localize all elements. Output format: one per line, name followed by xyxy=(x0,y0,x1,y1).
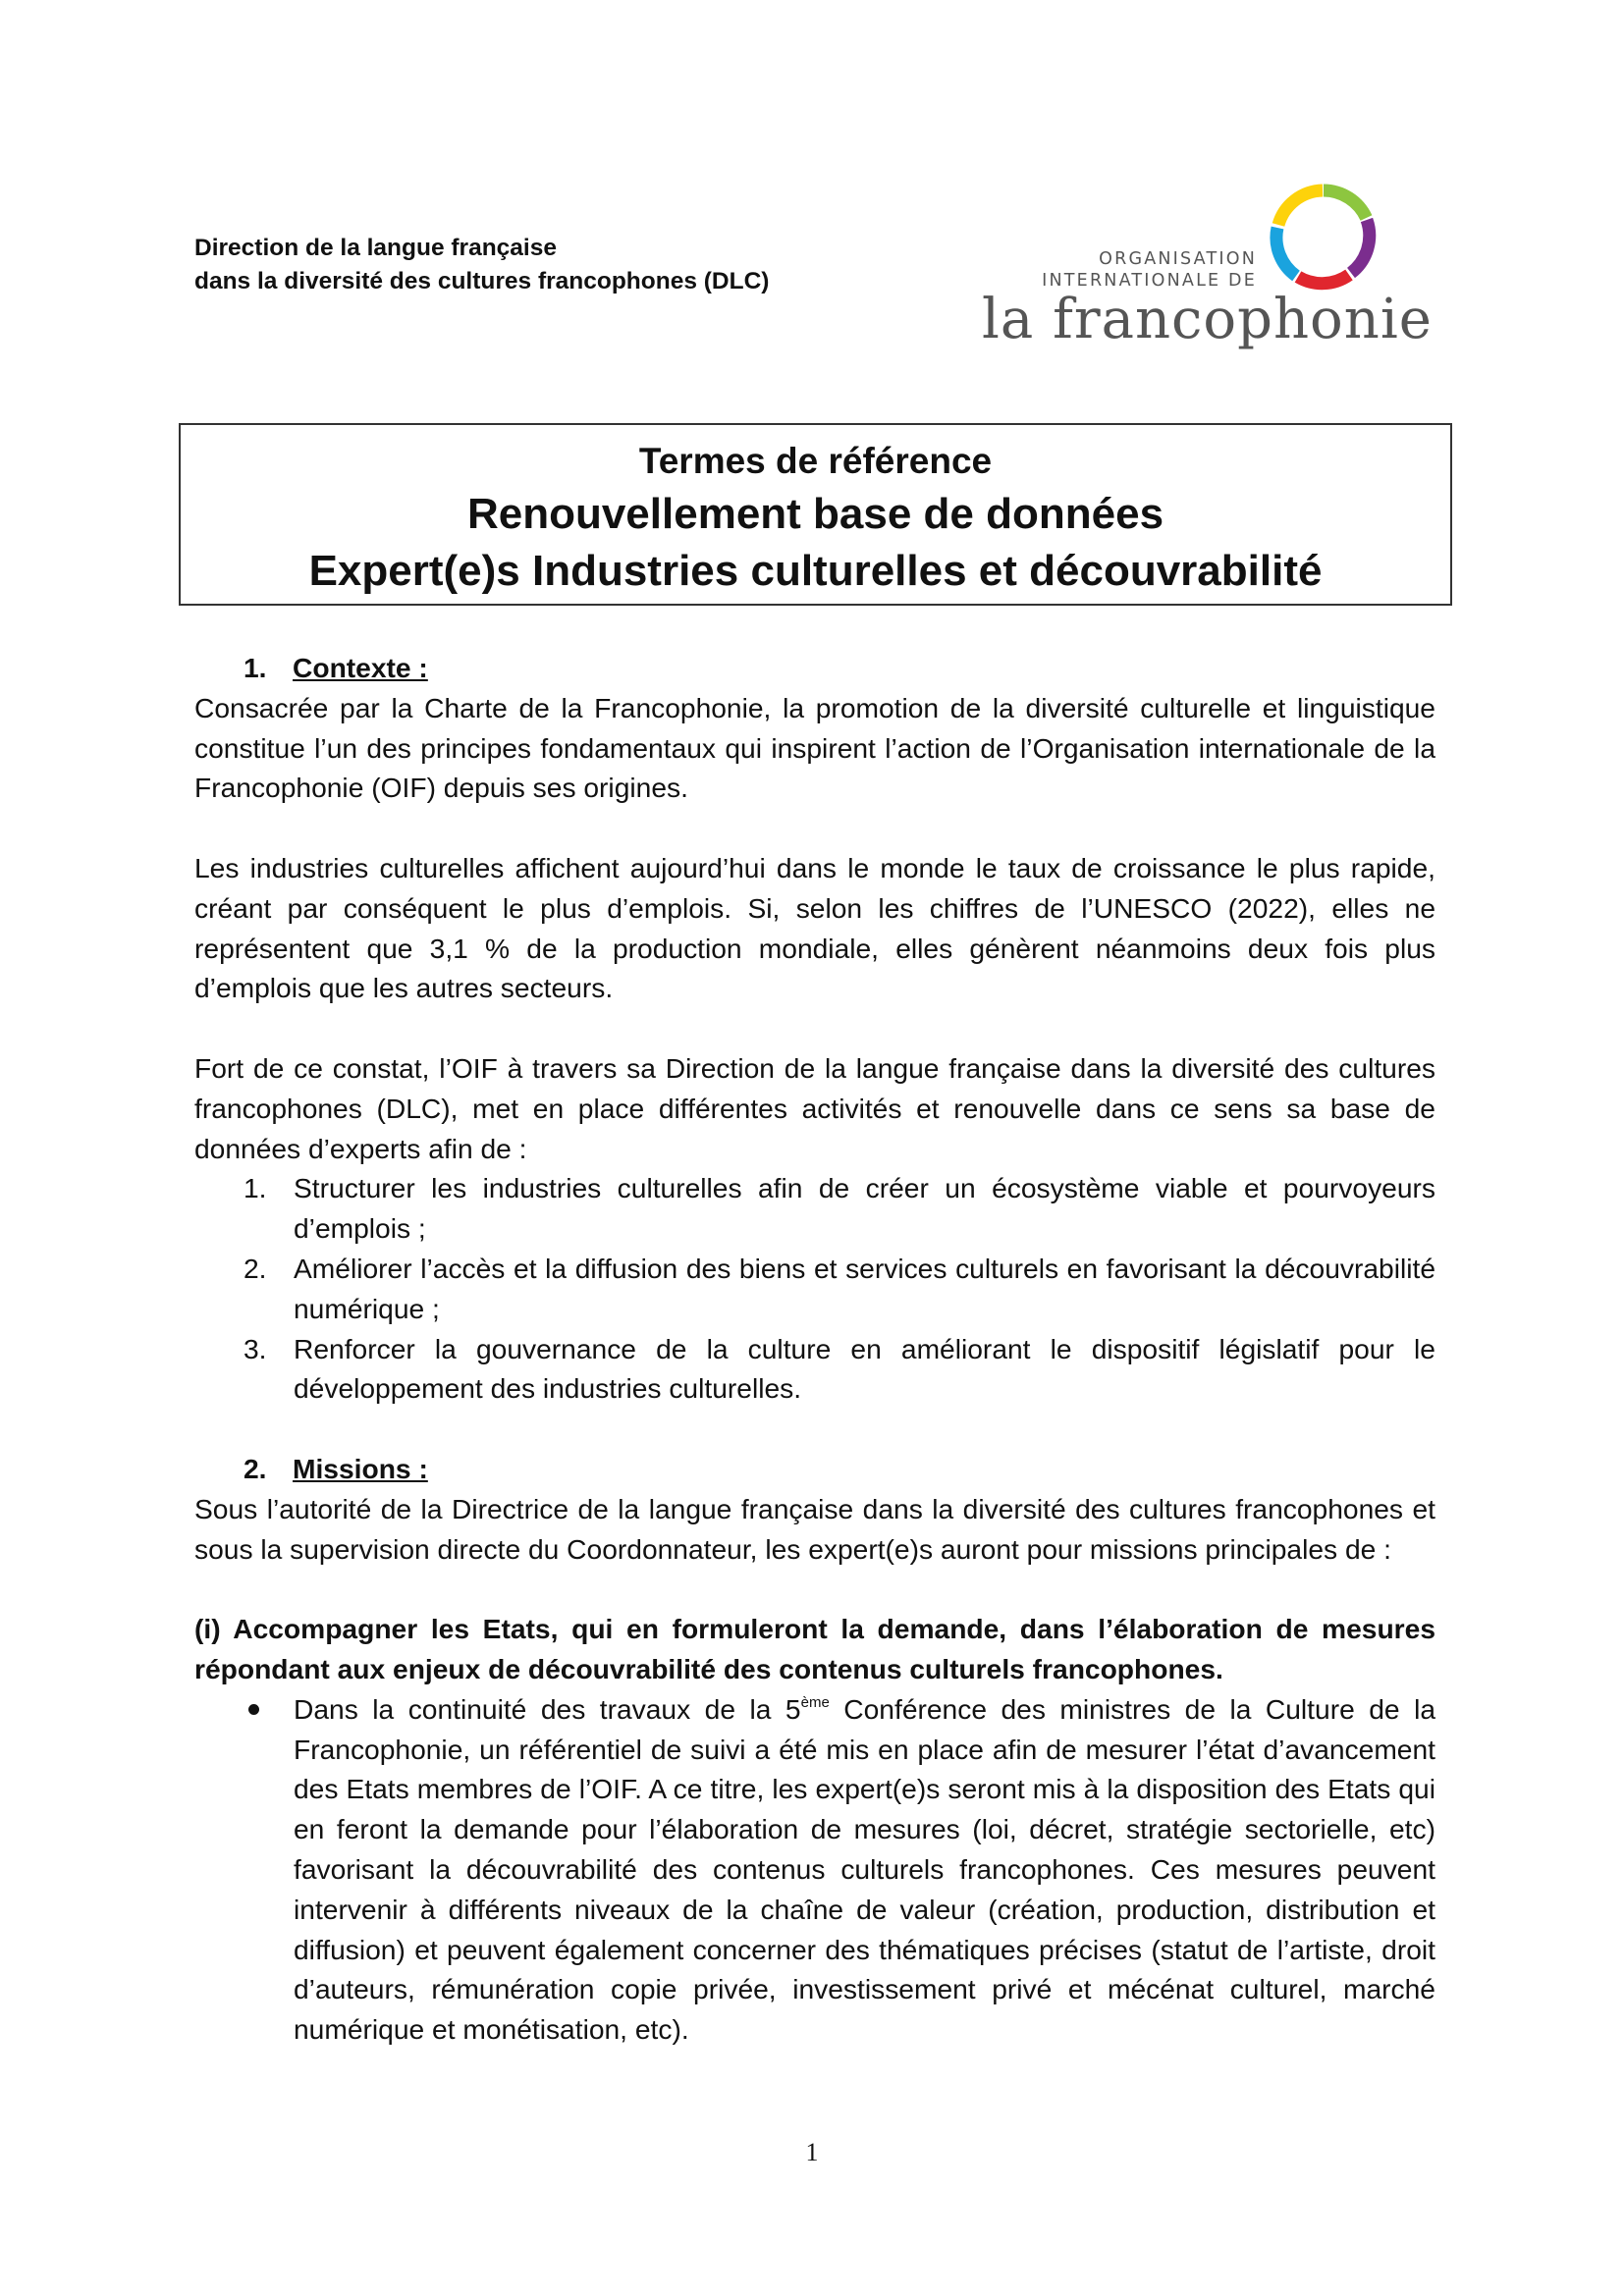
document-title: Renouvellement base de données xyxy=(466,490,1164,538)
oif-logo xyxy=(972,175,1433,361)
section-title: Contexte : xyxy=(293,652,428,683)
section-title: Missions : xyxy=(293,1452,428,1484)
bullet-text-post: Conférence des ministres de la Culture de la Francophonie, un référentiel de suivi a été mis en place afin de mesurer l’état d’avancement des Etats membres de l’OIF. A ce titre, les expert(e)s seront mis à la disposition des Etats qui en feront la demande pour l’élaboration de mesures (loi, décret, stratégie sectorielle, etc) favorisant la découvrabilité des contenus culturels francophones. Ces mesures peuvent intervenir à différents niveaux de la chaîne de valeur (création, production, distribution et diffusion) et peuvent également concerner des thématiques précises (statut de l’artiste, droit d’auteurs, rémunération copie privée, investissement privé et mécénat culturel, marché numérique et monétisation, etc). xyxy=(294,1692,1436,2046)
list-item xyxy=(194,1249,1435,1329)
objectives-list xyxy=(194,1168,1435,1409)
section-heading-contexte xyxy=(194,648,1435,688)
contexte-paragraph-1: Consacrée par la Charte de la Francophonie, la promotion de la diversité culturelle et linguistique constitue l’un des principes fondamentaux qui inspirent l’action de l’Organisation internationale de la Francophonie (OIF) depuis ses origines. xyxy=(194,691,1435,804)
list-number: 1. xyxy=(244,1172,267,1204)
logo-brand-text: la francophonie xyxy=(982,288,1433,351)
bullet-icon xyxy=(248,1704,259,1715)
document-body xyxy=(194,648,1435,2050)
logo-text-internationale: INTERNATIONALE DE xyxy=(1042,271,1257,291)
list-item xyxy=(194,1329,1435,1410)
list-item-text: Renforcer la gouvernance de la culture en améliorant le dispositif législatif pour le développement des industries culturelles. xyxy=(294,1332,1435,1405)
document-type-title: Termes de référence xyxy=(638,441,993,481)
contexte-paragraph-3: Fort de ce constat, l’OIF à travers sa Direction de la langue française dans la diversité des cultures francophones (DLC), met en place différentes activités et renouvelle dans ce sens sa base de données d’experts afin de : xyxy=(194,1051,1435,1164)
mission-1-title: (i) Accompagner les Etats, qui en formuleront la demande, dans l’élaboration de mesures répondant aux enjeux de découvrabilité des contenus culturels francophones. xyxy=(194,1613,1435,1684)
mission-1-bullets xyxy=(194,1689,1435,2050)
department-header xyxy=(194,232,769,298)
list-item-text: Structurer les industries culturelles afin de créer un écosystème viable et pourvoyeurs d’emplois ; xyxy=(294,1172,1435,1245)
list-number: 2. xyxy=(244,1252,267,1284)
title-box xyxy=(179,423,1452,606)
bullet-text-superscript: ème xyxy=(800,1693,830,1711)
list-item-text: Améliorer l’accès et la diffusion des biens et services culturels en favorisant la découvrabilité numérique ; xyxy=(294,1252,1435,1324)
francophonie-ring-icon xyxy=(1265,179,1382,296)
list-number: 3. xyxy=(244,1332,267,1364)
document-subtitle: Expert(e)s Industries culturelles et découvrabilité xyxy=(308,547,1323,595)
department-line-2: dans la diversité des cultures francophones (DLC) xyxy=(194,268,770,294)
section-heading-missions xyxy=(194,1449,1435,1489)
bullet-text-pre: Dans la continuité des travaux de la 5 xyxy=(294,1692,801,1725)
section-number: 1. xyxy=(244,652,267,683)
department-line-1: Direction de la langue française xyxy=(194,235,557,261)
section-number: 2. xyxy=(244,1452,267,1484)
list-item xyxy=(194,1168,1435,1249)
logo-text-organisation: ORGANISATION xyxy=(1099,249,1257,269)
contexte-paragraph-2: Les industries culturelles affichent aujourd’hui dans le monde le taux de croissance le plus rapide, créant par conséquent le plus d’emplois. Si, selon les chiffres de l’UNESCO (2022), elles ne représentent que 3,1 % de la production mondiale, elles génèrent néanmoins deux fois plus d’emplois que les autres secteurs. xyxy=(194,851,1435,1004)
page-number: 1 xyxy=(805,2138,819,2166)
list-item xyxy=(194,1689,1435,2050)
missions-intro: Sous l’autorité de la Directrice de la langue française dans la diversité des cultures francophones et sous la supervision directe du Coordonnateur, les expert(e)s auront pour missions principales de : xyxy=(194,1492,1435,1565)
